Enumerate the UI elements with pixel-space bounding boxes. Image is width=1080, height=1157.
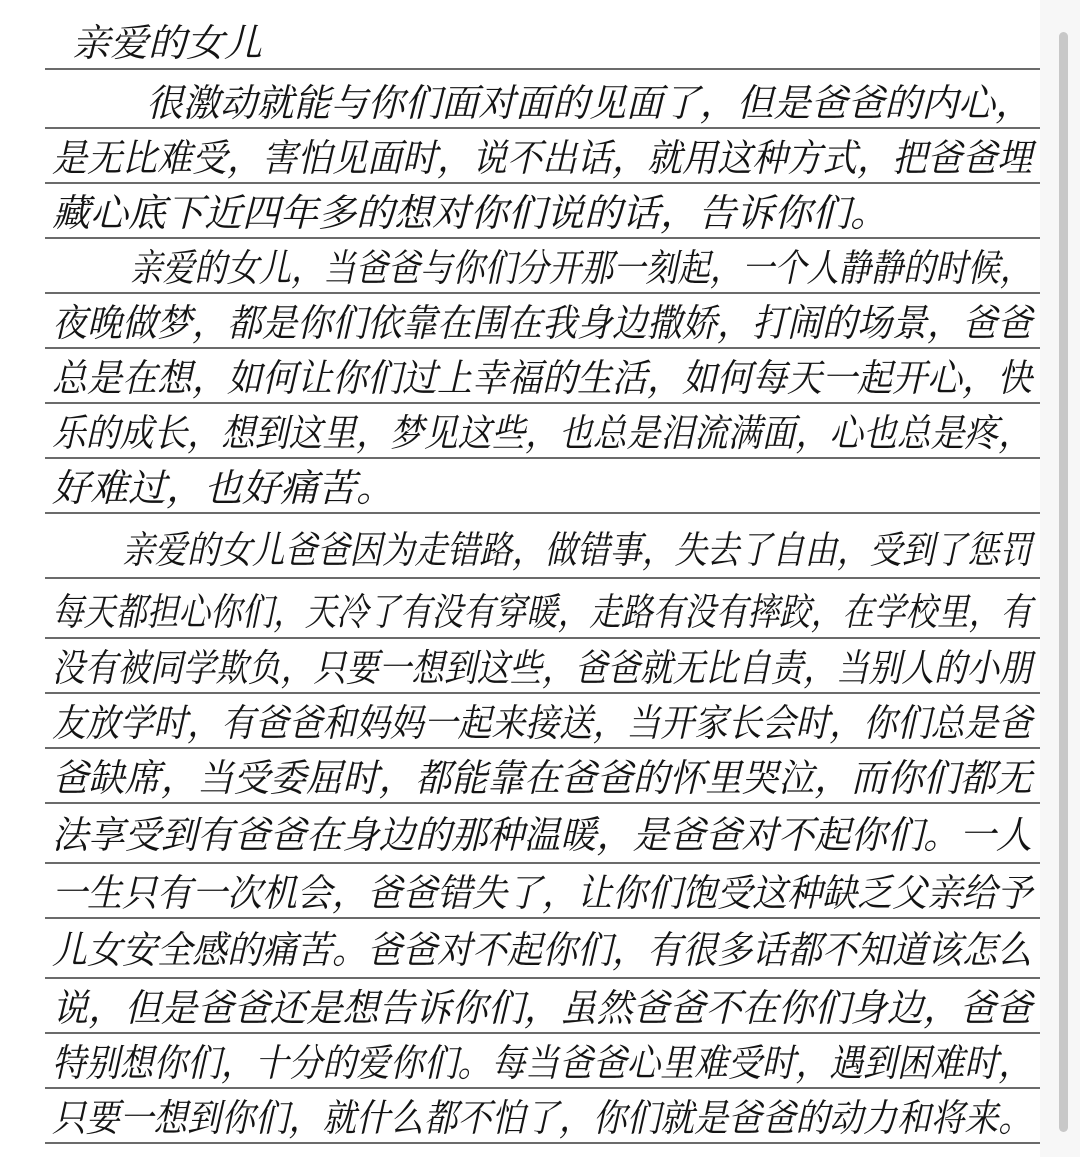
letter-line: 一生只有一次机会，爸爸错失了，让你们饱受这种缺乏父亲给予	[52, 871, 1033, 915]
letter-line: 没有被同学欺负，只要一想到这些，爸爸就无比自责，当别人的小朋	[52, 646, 1032, 690]
scrollbar-track[interactable]	[1040, 0, 1080, 1157]
letter-line: 说，但是爸爸还是想告诉你们，虽然爸爸不在你们身边，爸爸	[52, 986, 1033, 1030]
letter-line: 只要一想到你们，就什么都不怕了，你们就是爸爸的动力和将来。	[52, 1096, 1033, 1140]
letter-line: 亲爱的女儿爸爸因为走错路，做错事，失去了自由，受到了惩罚	[122, 528, 1033, 572]
letter-line: 每天都担心你们，天冷了有没有穿暖，走路有没有摔跤，在学校里，有	[52, 590, 1032, 634]
scrollbar-thumb[interactable]	[1059, 32, 1068, 1132]
letter-line: 很激动就能与你们面对面的见面了，但是爸爸的内心，	[146, 81, 1033, 125]
letter-line: 法享受到有爸爸在身边的那种温暖，是爸爸对不起你们。一人	[52, 813, 1033, 857]
letter-line: 好难过，也好痛苦。	[52, 466, 395, 510]
letter-line: 是无比难受，害怕见面时，说不出话，就用这种方式，把爸爸埋	[52, 136, 1033, 180]
letter-line: 藏心底下近四年多的想对你们说的话，告诉你们。	[52, 191, 889, 235]
letter-line: 亲爱的女儿，当爸爸与你们分开那一刻起，一个人静静的时候，	[130, 246, 1032, 290]
letter-line: 夜晚做梦，都是你们依靠在围在我身边撒娇，打闹的场景，爸爸	[52, 301, 1033, 345]
letter-line: 友放学时，有爸爸和妈妈一起来接送，当开家长会时，你们总是爸	[52, 701, 1033, 745]
letter-line: 总是在想，如何让你们过上幸福的生活，如何每天一起开心，快	[52, 356, 1033, 400]
letter-line: 乐的成长，想到这里，梦见这些，也总是泪流满面，心也总是疼，	[52, 411, 1033, 455]
letter-line: 特别想你们，十分的爱你们。每当爸爸心里难受时，遇到困难时，	[52, 1041, 1033, 1085]
letter-line: 儿女安全感的痛苦。爸爸对不起你们，有很多话都不知道该怎么	[52, 928, 1033, 972]
letter-line: 爸缺席，当受委屈时，都能靠在爸爸的怀里哭泣，而你们都无	[52, 756, 1033, 800]
letter-salutation: 亲爱的女儿	[72, 21, 263, 65]
